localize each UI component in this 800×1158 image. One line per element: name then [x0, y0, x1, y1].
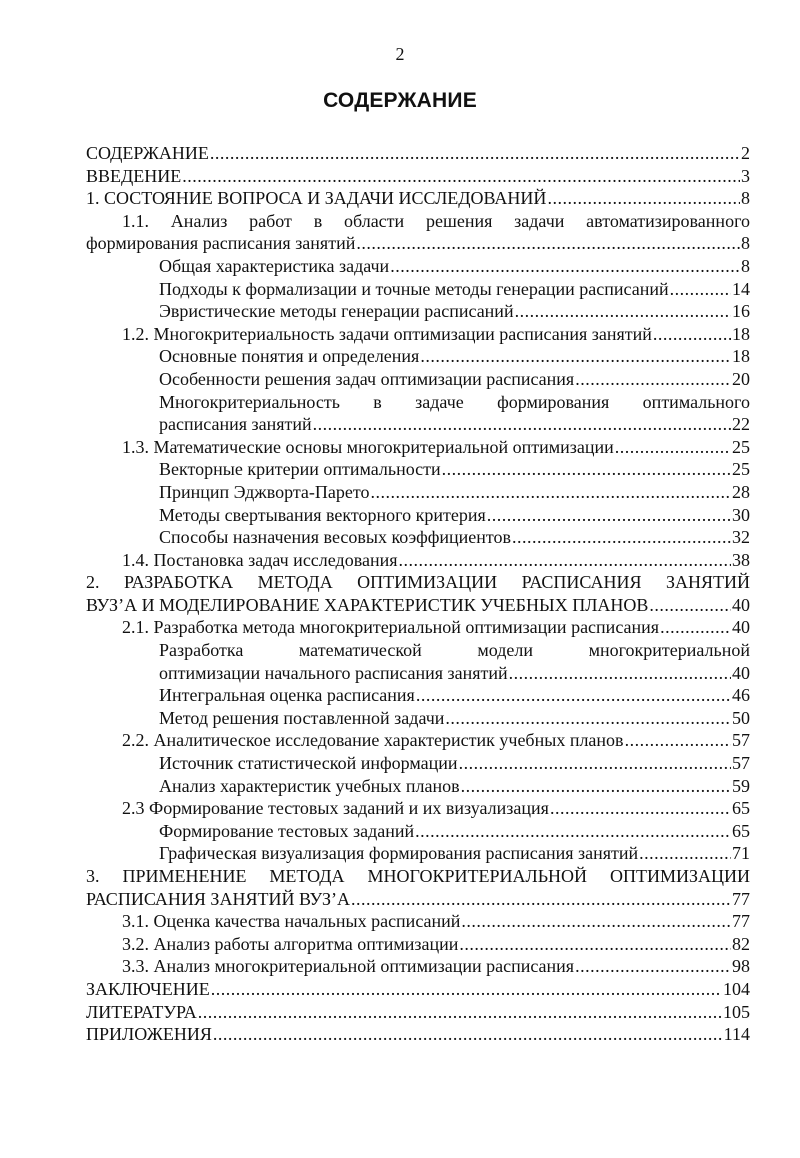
toc-dot-leader [550, 797, 731, 820]
toc-dot-leader [615, 436, 731, 459]
toc-entry-title: 3.3. Анализ многокритериальной оптимизации расписания [122, 956, 575, 977]
toc-dot-leader [416, 684, 731, 707]
toc-entry-title: 1. СОСТОЯНИЕ ВОПРОСА И ЗАДАЧИ ИССЛЕДОВАНИЙ [86, 188, 547, 209]
toc-page-number: 32 [732, 527, 750, 548]
toc-page-number: 71 [732, 843, 750, 864]
toc-entry-title: оптимизации начального расписания занятий [159, 662, 508, 683]
toc-entry-title: СОДЕРЖАНИЕ [86, 143, 209, 163]
toc-dot-leader [415, 820, 731, 843]
toc-page-number: 8 [741, 255, 750, 276]
toc-page-number: 65 [732, 798, 750, 819]
toc-page-number: 46 [732, 685, 750, 706]
toc-dot-leader [356, 232, 740, 255]
toc-entry-line [86, 300, 750, 323]
toc-entry-line [86, 368, 750, 391]
toc-dot-leader [487, 504, 731, 527]
toc-dot-leader [390, 255, 740, 278]
toc-entry-title: формирования расписания занятий [86, 233, 356, 254]
toc-entry-title: Общая характеристика задачи [159, 255, 390, 276]
toc-entry-title: Графическая визуализация формирования расписания занятий [159, 843, 639, 864]
toc-page-number: 25 [732, 436, 750, 457]
toc-dot-leader [459, 933, 731, 956]
toc-entry-title: 2.1. Разработка метода многокритериальной оптимизации расписания [122, 617, 660, 638]
toc-dot-leader [445, 707, 731, 730]
toc-dot-leader [653, 323, 731, 346]
toc-dot-leader [547, 187, 740, 210]
toc-entry-title: 1.1. Анализ работ в области решения задачи автоматизированного [122, 210, 750, 231]
toc-page-number: 16 [732, 301, 750, 322]
toc-entry-title: Формирование тестовых заданий [159, 820, 415, 841]
toc-dot-leader [515, 300, 731, 323]
toc-entry-line [86, 210, 750, 233]
toc-entry-line [86, 955, 750, 978]
toc-entry-title: 2. РАЗРАБОТКА МЕТОДА ОПТИМИЗАЦИИ РАСПИСАНИЯ ЗАНЯТИЙ [86, 572, 750, 593]
toc-entry-title: 2.2. Аналитическое исследование характеристик учебных планов [122, 730, 624, 751]
toc-entry-title: Подходы к формализации и точные методы генерации расписаний [159, 278, 669, 299]
toc-dot-leader [211, 978, 722, 1001]
toc-page-number: 114 [723, 1024, 750, 1045]
toc-page-number: 105 [723, 1001, 750, 1022]
toc-entry-title: 3.2. Анализ работы алгоритма оптимизации [122, 933, 459, 954]
toc-entry-title: ЛИТЕРАТУРА [86, 1001, 197, 1022]
toc-page-number: 40 [732, 594, 750, 615]
toc-entry-line [86, 278, 750, 301]
toc-entry-line [86, 616, 750, 639]
toc-entry-line [86, 662, 750, 685]
toc-entry-line [86, 978, 750, 1001]
toc-entry-line [86, 1001, 750, 1024]
toc-entry-title: расписания занятий [159, 414, 312, 435]
toc-page-number: 82 [732, 933, 750, 954]
toc-entry-title: Особенности решения задач оптимизации расписания [159, 368, 575, 389]
toc-page-number: 40 [732, 662, 750, 683]
toc-dot-leader [512, 526, 731, 549]
toc-entry-line [86, 504, 750, 527]
toc-page-number: 50 [732, 707, 750, 728]
toc-page-number: 8 [741, 233, 750, 254]
table-of-contents [86, 142, 750, 1046]
toc-page-number: 18 [732, 323, 750, 344]
toc-entry-title: Интегральная оценка расписания [159, 685, 415, 706]
toc-page-number: 2 [741, 143, 750, 163]
toc-entry-line [86, 413, 750, 436]
toc-entry-title: Многокритериальность в задаче формирования оптимального [159, 391, 750, 412]
toc-page-number: 59 [732, 775, 750, 796]
toc-page-number: 3 [741, 165, 750, 186]
toc-dot-leader [210, 142, 740, 165]
toc-entry-title: 1.3. Математические основы многокритериальной оптимизации [122, 436, 614, 457]
toc-page-number: 20 [732, 368, 750, 389]
toc-entry-title: ВВЕДЕНИЕ [86, 165, 182, 186]
toc-entry-line [86, 549, 750, 572]
toc-dot-leader [649, 594, 731, 617]
toc-page-number: 57 [732, 730, 750, 751]
toc-dot-leader [575, 955, 731, 978]
toc-entry-line [86, 594, 750, 617]
toc-dot-leader [420, 345, 731, 368]
toc-entry-line [86, 842, 750, 865]
toc-dot-leader [639, 842, 731, 865]
toc-entry-line [86, 820, 750, 843]
toc-entry-line [86, 865, 750, 888]
toc-page-number: 25 [732, 459, 750, 480]
toc-page-number: 18 [732, 346, 750, 367]
toc-entry-title: Способы назначения весовых коэффициентов [159, 527, 512, 548]
toc-entry-line [86, 910, 750, 933]
toc-entry-title: Методы свертывания векторного критерия [159, 504, 486, 525]
toc-page-number: 8 [741, 188, 750, 209]
toc-entry-title: Источник статистической информации [159, 753, 458, 774]
toc-entry-title: Векторные критерии оптимальности [159, 459, 441, 480]
toc-page-number: 28 [732, 481, 750, 502]
toc-entry-title: Эвристические методы генерации расписаний [159, 301, 514, 322]
toc-entry-title: Разработка математической модели многокритериальной [159, 640, 750, 661]
toc-dot-leader [371, 481, 731, 504]
toc-dot-leader [509, 662, 731, 685]
toc-entry-title: ЗАКЛЮЧЕНИЕ [86, 978, 210, 999]
toc-dot-leader [575, 368, 731, 391]
toc-entry-line [86, 707, 750, 730]
toc-entry-line [86, 571, 750, 594]
toc-dot-leader [313, 413, 731, 436]
toc-entry-line [86, 752, 750, 775]
toc-page-number: 98 [732, 956, 750, 977]
toc-entry-title: 1.4. Постановка задач исследования [122, 549, 398, 570]
toc-page-number: 30 [732, 504, 750, 525]
toc-entry-line [86, 797, 750, 820]
toc-page-number: 22 [732, 414, 750, 435]
toc-entry-title: 3.1. Оценка качества начальных расписаний [122, 911, 461, 932]
toc-entry-line [86, 775, 750, 798]
toc-entry-title: 2.3 Формирование тестовых заданий и их визуализация [122, 798, 549, 819]
toc-entry-line [86, 391, 750, 414]
toc-dot-leader [670, 278, 731, 301]
toc-dot-leader [182, 165, 740, 188]
page-number: 2 [395, 44, 405, 64]
toc-entry-title: ВУЗ’А И МОДЕЛИРОВАНИЕ ХАРАКТЕРИСТИК УЧЕБНЫХ ПЛАНОВ [86, 594, 649, 615]
toc-dot-leader [398, 549, 731, 572]
toc-dot-leader [459, 752, 731, 775]
toc-entry-line [86, 458, 750, 481]
toc-dot-leader [660, 616, 731, 639]
toc-entry-line [86, 1023, 750, 1046]
toc-entry-line [86, 684, 750, 707]
toc-page-number: 77 [732, 911, 750, 932]
toc-entry-line [86, 187, 750, 210]
toc-page-number: 38 [732, 549, 750, 570]
toc-dot-leader [213, 1023, 723, 1046]
toc-entry-title: РАСПИСАНИЯ ЗАНЯТИЙ ВУЗ’А [86, 888, 351, 909]
toc-entry-title: 1.2. Многокритериальность задачи оптимизации расписания занятий [122, 323, 652, 344]
toc-entry-line [86, 729, 750, 752]
toc-entry-line [86, 481, 750, 504]
toc-entry-line [86, 639, 750, 662]
toc-dot-leader [625, 729, 731, 752]
toc-entry-line [86, 526, 750, 549]
toc-entry-line [86, 255, 750, 278]
toc-dot-leader [198, 1001, 722, 1024]
toc-entry-title: Основные понятия и определения [159, 346, 420, 367]
toc-entry-line [86, 933, 750, 956]
toc-entry-line [86, 323, 750, 346]
toc-dot-leader [351, 888, 731, 911]
toc-dot-leader [461, 910, 731, 933]
toc-entry-title: Метод решения поставленной задачи [159, 707, 445, 728]
toc-entry-title: Принцип Эджворта-Парето [159, 481, 370, 502]
toc-page-number: 65 [732, 820, 750, 841]
toc-page-number: 14 [732, 278, 750, 299]
toc-entry-title: ПРИЛОЖЕНИЯ [86, 1024, 212, 1045]
toc-page-number: 77 [732, 888, 750, 909]
toc-page-number: 104 [723, 978, 750, 999]
toc-page-number: 40 [732, 617, 750, 638]
toc-entry-line [86, 142, 750, 165]
toc-page-number: 57 [732, 753, 750, 774]
toc-entry-line [86, 232, 750, 255]
toc-dot-leader [461, 775, 731, 798]
toc-entry-line [86, 165, 750, 188]
toc-entry-line [86, 436, 750, 459]
toc-dot-leader [442, 458, 731, 481]
toc-entry-line [86, 345, 750, 368]
toc-entry-title: Анализ характеристик учебных планов [159, 775, 460, 796]
toc-entry-title: 3. ПРИМЕНЕНИЕ МЕТОДА МНОГОКРИТЕРИАЛЬНОЙ ОПТИМИЗАЦИИ [86, 866, 750, 886]
toc-entry-line [86, 888, 750, 911]
page-title: СОДЕРЖАНИЕ [323, 89, 477, 112]
